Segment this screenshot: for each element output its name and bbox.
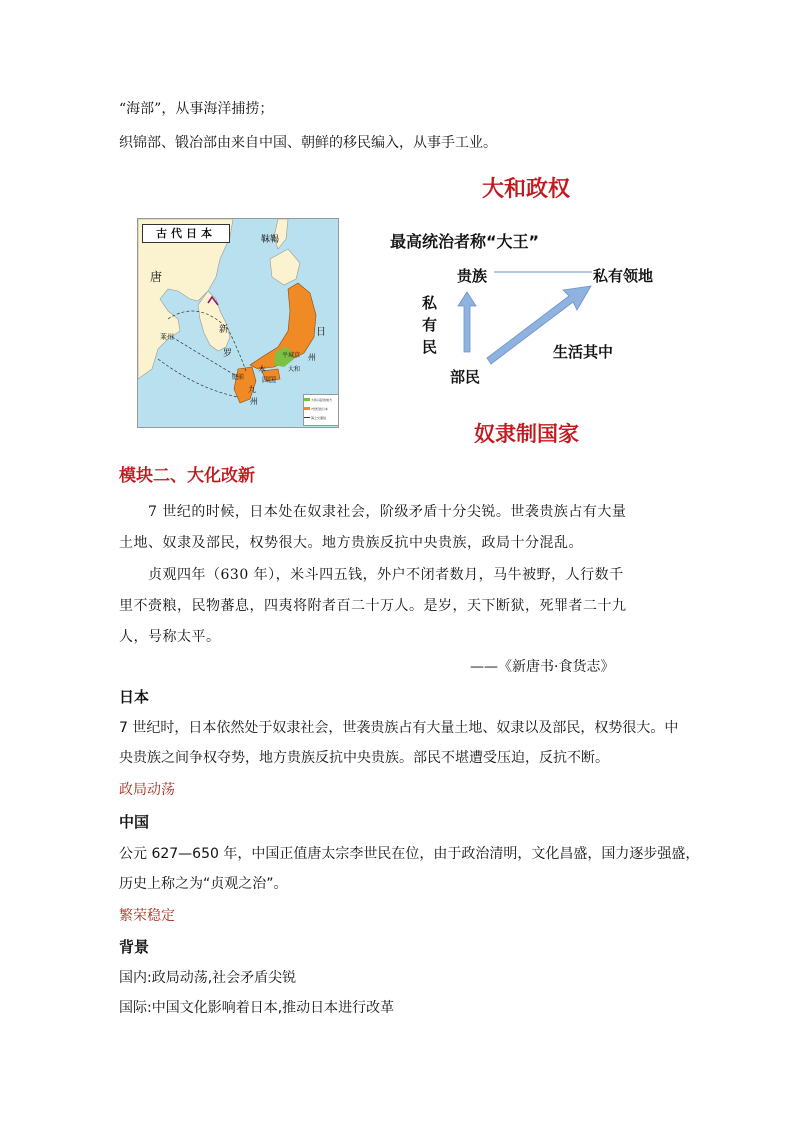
background-domestic: 国内:政局动荡,社会矛盾尖锐 — [119, 970, 297, 986]
map-label-mohe: 靺鞨 — [261, 235, 280, 245]
japan-heading: 日本 — [119, 688, 150, 706]
legend-item: 大和兴起的地方 — [311, 397, 333, 402]
diagram-bumin: 部民 — [450, 368, 481, 386]
diagram-slave-state: 奴隶制国家 — [474, 422, 579, 446]
map-label-tang: 唐 — [150, 270, 163, 284]
china-note: 繁荣稳定 — [119, 908, 175, 924]
legend-item: 海上交通线 — [311, 415, 327, 420]
intro-line-2: 织锦部、锻冶部由来自中国、朝鲜的移民编入，从事手工业。 — [119, 135, 497, 151]
map-label-silla-2: 罗 — [223, 349, 233, 359]
map-label-heijokyo: 平城京 — [282, 352, 301, 359]
japan-note: 政局动荡 — [119, 782, 175, 798]
diagram-ruler: 最高统治者称“大王” — [390, 232, 540, 251]
module2-source: ——《新唐书·食货志》 — [470, 659, 615, 675]
module2-p2-line1: 贞观四年（630 年），米斗四五钱，外户不闭者数月，马牛被野，人行数千 — [148, 567, 624, 583]
map-label-sikoku: 四国 — [262, 376, 276, 384]
map-legend — [303, 394, 339, 426]
diagram-nobles: 贵族 — [457, 267, 488, 285]
china-line-2: 历史上称之为“贞观之治”。 — [119, 876, 288, 892]
diagram-live-within: 生活其中 — [553, 343, 614, 361]
japan-line-1: 7 世纪时，日本依然处于奴隶社会，世袭贵族占有大量土地、奴隶以及部民，权势很大。中 — [119, 720, 679, 736]
map-label-laizhou: 莱州 — [160, 333, 174, 341]
map-label-zhou: 州 — [308, 353, 316, 362]
map-label-yamato: 大和 — [288, 366, 301, 373]
module2-p1-line2: 土地、奴隶及部民，权势很大。地方贵族反抗中央贵族，政局十分混乱。 — [119, 535, 583, 551]
map-label-silla: 新 — [219, 325, 229, 335]
china-line-1: 公元 627—650 年，中国正值唐太宗李世民在位，由于政治清明，文化昌盛，国力逐步强盛， — [119, 846, 700, 862]
arrow-up-icon — [455, 290, 479, 354]
diagram-title: 大和政权 — [482, 177, 571, 202]
background-heading: 背景 — [119, 938, 150, 956]
map-label-jiuzhou: 州 — [250, 397, 258, 406]
legend-item: 7世纪的日本 — [311, 406, 328, 411]
diagram-private-2: 有 — [422, 316, 438, 334]
module2-p2-line3: 人，号称太平。 — [119, 629, 221, 645]
intro-line-1: “海部”，从事海洋捕捞； — [119, 101, 274, 117]
map-label-ben: 本 — [258, 365, 266, 374]
arrow-nobles-territory — [490, 264, 596, 278]
china-heading: 中国 — [119, 813, 150, 831]
map-title: 古代日本 — [142, 224, 230, 243]
module2-p1-line1: 7 世纪的时候，日本处在奴隶社会，阶级矛盾十分尖锐。世袭贵族占有大量 — [148, 504, 627, 520]
japan-line-2: 央贵族之间争权夺势，地方贵族反抗中央贵族。部民不堪遭受压迫，反抗不断。 — [119, 750, 609, 766]
diagram-private-1: 私 — [422, 294, 438, 312]
module2-title: 模块二、大化改新 — [119, 466, 255, 486]
map-label-ri: 日 — [316, 327, 326, 338]
diagram-territory: 私有领地 — [593, 267, 654, 285]
module2-p2-line2: 里不赍粮，民物蕃息，四夷将附者百二十万人。是岁，天下断狱，死罪者二十九 — [119, 598, 627, 614]
background-international: 国际:中国文化影响着日本,推动日本进行改革 — [119, 1000, 395, 1016]
map-label-hizen: 肥前 — [232, 374, 245, 381]
map-label-jiu: 九 — [248, 385, 256, 394]
diagram-private-3: 民 — [422, 338, 438, 356]
